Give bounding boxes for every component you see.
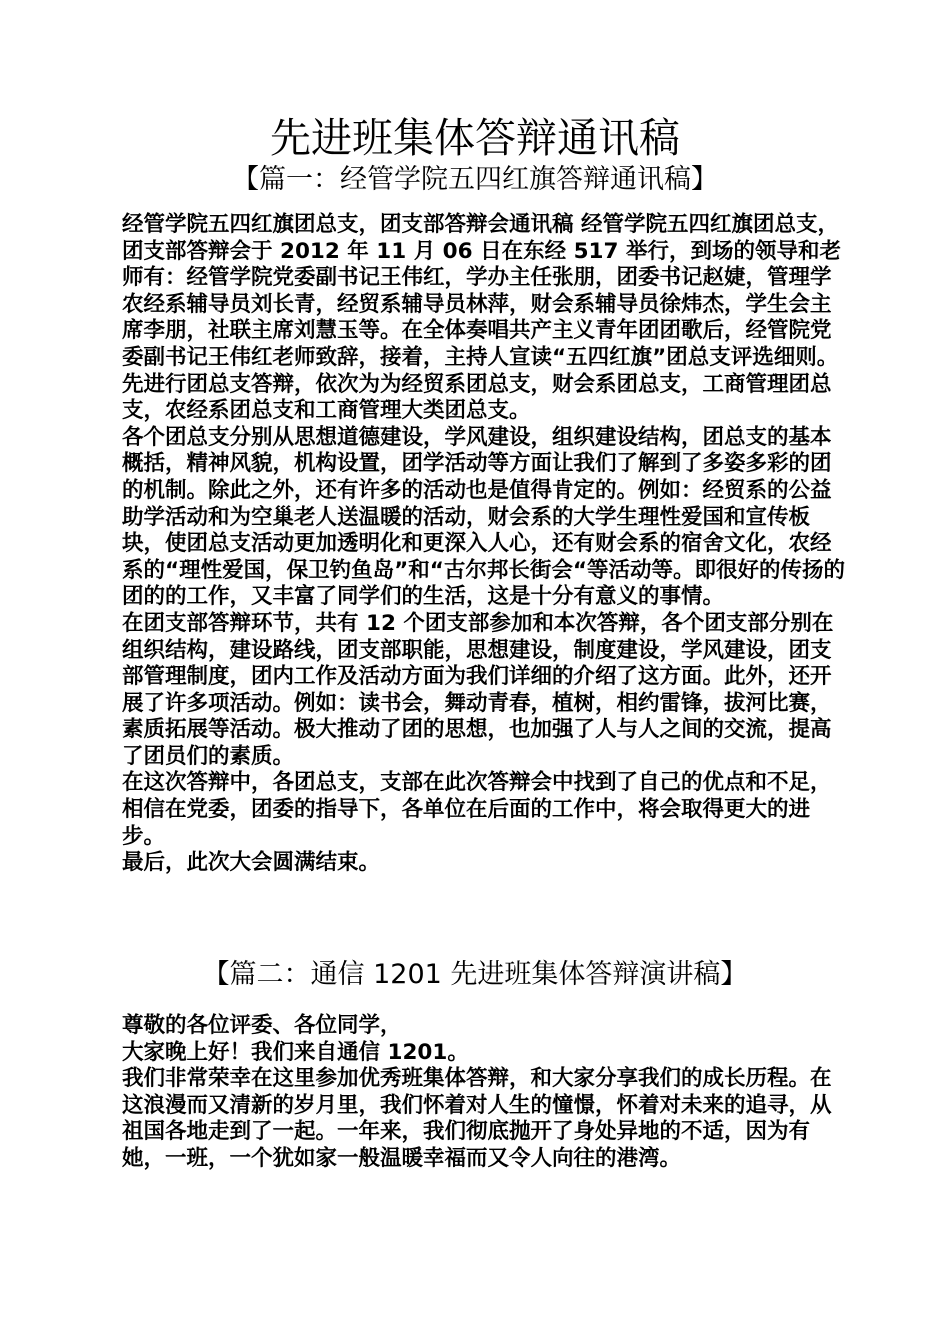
section-1-paragraph-4: 在团支部答辩环节，共有 12 个团支部参加和本次答辩，各个团支部分别在组织结构，建设路线，团支部职能，思想建设，制度建设，学风建设，团支部管理制度，团内工作及活动方面为我们详细的介绍了这方面。此外，还开展了许多项活动。例如：读书会，舞动青春，植树，相约雷锋，拔河比赛，素质拓展等活动。极大推动了团的思想，也加强了人与人之间的交流，提高了团员们的素质。 [122, 610, 834, 769]
section-2-paragraph-3: 我们非常荣幸在这里参加优秀班集体答辩，和大家分享我们的成长历程。在这浪漫而又清新的岁月里，我们怀着对人生的憧憬，怀着对未来的追寻，从祖国各地走到了一起。一年来，我们彻底抛开了身处异地的不适，因为有她，一班，一个犹如家一般温暖幸福而又令人向往的港湾。 [122, 1066, 832, 1171]
section-1-body [116, 212, 846, 877]
section-1-paragraph-5: 在这次答辩中，各团总支，支部在此次答辩会中找到了自己的优点和不足，相信在党委，团委的指导下，各单位在后面的工作中，将会取得更大的进步。 [122, 770, 832, 849]
section-1-paragraph-6: 最后，此次大会圆满结束。 [122, 850, 381, 876]
section-1-paragraph-3: 各个团总支分别从思想道德建设，学风建设，组织建设结构，团总支的基本概括，精神风貌，机构设置，团学活动等方面让我们了解到了多姿多彩的团的机制。除此之外，还有许多的活动也是值得肯定的。例如：经贸系的公益助学活动和为空巢老人送温暖的活动，财会系的大学生理性爱国和宣传板块，使团总支活动更加透明化和更深入人心，还有财会系的宿舍文化，农经系的“理性爱国，保卫钓鱼岛”和“古尔邦长街会“等活动等。即很好的传扬的团的的工作，又丰富了同学们的生活，这是十分有意义的事情。 [122, 424, 846, 610]
section-1-paragraph-1: 经管学院五四红旗团总支，团支部答辩会通讯稿 经管学院五四红旗团总支，团支部答辩会于 2012 年 11 月 06 日在东经 517 举行，到场的领导和老师有：经管学院党委副书记王伟红，学办主任张朋，团委书记赵婕，管理学农经系辅导员刘长青，经贸系辅导员林萍，财会系辅导员徐炜杰，学生会主席李朋，社联主席刘慧玉等。在全体奏唱共产主义青年团团歌后，经管院党委副书记王伟红老师致辞，接着，主持人宣读“五四红旗”团总支评选细则。 [122, 212, 841, 370]
section-2-body [116, 1013, 846, 1173]
section-1-heading: 【篇一：经管学院五四红旗答辩通讯稿】 [232, 164, 718, 195]
section-2-paragraph-1: 尊敬的各位评委、各位同学， [122, 1013, 402, 1038]
section-1-paragraph-2: 先进行团总支答辩，依次为为经贸系团总支，财会系团总支，工商管理团总支，农经系团总支和工商管理大类团总支。 [122, 371, 832, 424]
section-2-paragraph-2: 大家晚上好！我们来自通信 1201。 [122, 1039, 469, 1065]
document-title: 先进班集体答辩通讯稿 [270, 114, 680, 162]
section-2-heading: 【篇二：通信 1201 先进班集体答辩演讲稿】 [202, 959, 748, 990]
